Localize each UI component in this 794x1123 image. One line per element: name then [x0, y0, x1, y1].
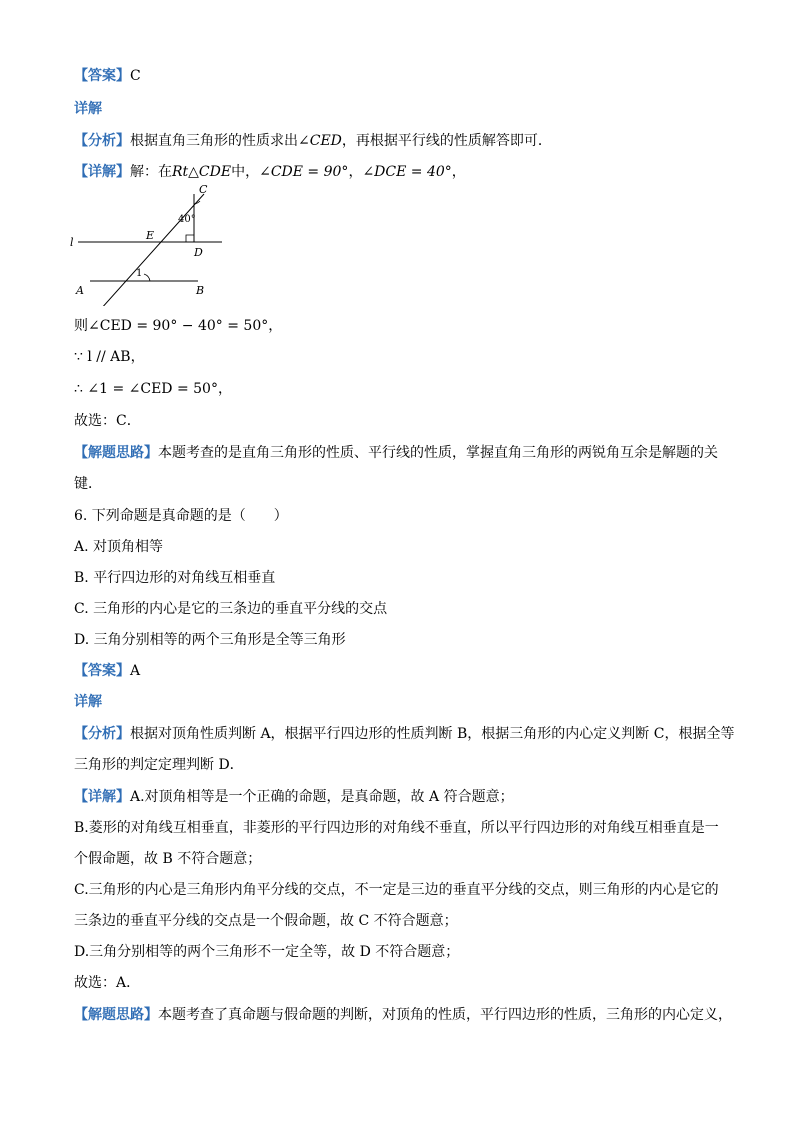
q5-answer-line — [74, 66, 724, 86]
q5-analysis-text-2: ，再根据平行线的性质解答即可． — [341, 133, 552, 149]
q6-solution-b1: B.菱形的对角线互相垂直，非菱形的平行四边形的对角线不垂直，所以平行四边形的对角线互相垂直是一 — [74, 820, 719, 836]
q6-answer-tag: 【答案】 — [74, 663, 130, 679]
q6-thought-text: 本题考查了真命题与假命题的判断，对顶角的性质，平行四边形的性质，三角形的内心定义， — [158, 1007, 732, 1023]
q6-answer-line — [74, 661, 724, 681]
q6-question: 6. 下列命题是真命题的是（ ） — [74, 508, 288, 524]
q6-solution-a: A.对顶角相等是一个正确的命题，是真命题，故 A 符合题意； — [130, 789, 514, 805]
q5-detail-header — [74, 99, 724, 119]
q6-option-c: C. 三角形的内心是它的三条边的垂直平分线的交点 — [74, 601, 388, 617]
q6-analysis-line — [74, 724, 735, 744]
q6-analysis-text-1: 根据对顶角性质判断 A，根据平行四边形的性质判断 B，根据三角形的内心定义判断 C，根据全等 — [130, 726, 735, 742]
q6-option-a: A. 对顶角相等 — [74, 539, 164, 555]
q6-solution-c2: 三条边的垂直平分线的交点是一个假命题，故 C 不符合题意； — [74, 913, 458, 929]
q5-solution-angle2: ∠DCE = 40° — [362, 164, 452, 180]
q5-analysis-text-1: 根据直角三角形的性质求出 — [130, 133, 298, 149]
q5-thought-line — [74, 443, 724, 463]
geometry-figure — [66, 182, 232, 306]
q6-option-b: B. 平行四边形的对角线互相垂直 — [74, 570, 276, 586]
q5-answer-value: C — [130, 68, 141, 84]
q6-solution-line — [74, 787, 724, 807]
label-angle-1: 1 — [136, 268, 143, 279]
q5-solution-intro: 解：在 — [130, 164, 172, 180]
label-angle-40: 40° — [178, 214, 196, 225]
label-a: A — [76, 284, 84, 297]
q5-solution-sep: ， — [348, 164, 363, 180]
q5-step1: 则∠CED = 90° − 40° = 50°， — [74, 318, 283, 334]
q5-thought-text-1: 本题考查的是直角三角形的性质、平行线的性质，掌握直角三角形的两锐角互余是解题的关 — [158, 445, 718, 461]
q5-solution-mid: 中， — [231, 164, 260, 180]
q5-analysis-math: ∠CED — [298, 133, 342, 149]
label-e: E — [146, 229, 155, 242]
q5-step2: ∵ l // AB， — [74, 349, 145, 365]
label-d: D — [194, 246, 203, 259]
q5-solution-line — [74, 162, 724, 182]
q6-thought-line — [74, 1005, 732, 1025]
q6-thought-tag: 【解题思路】 — [74, 1007, 158, 1023]
right-angle-mark — [186, 235, 194, 242]
transversal-line — [100, 194, 204, 306]
q6-solution-c1: C.三角形的内心是三角形内角平分线的交点，不一定是三边的垂直平分线的交点，则三角形的内心是它的 — [74, 882, 719, 898]
q6-solution-d: D.三角分别相等的两个三角形不一定全等，故 D 不符合题意； — [74, 944, 460, 960]
q5-thought-text-2: 键． — [74, 476, 102, 492]
q5-step3: ∴ ∠1 = ∠CED = 50°， — [74, 381, 232, 397]
q5-solution-angle1: ∠CDE = 90° — [259, 164, 349, 180]
q6-answer-value: A — [130, 663, 141, 679]
q5-solution-tag: 【详解】 — [74, 164, 130, 180]
q6-option-d: D. 三角分别相等的两个三角形是全等三角形 — [74, 632, 346, 648]
q6-solution-tag: 【详解】 — [74, 789, 130, 805]
geometry-figure-svg — [66, 182, 232, 306]
q6-analysis-text-2: 三角形的判定定理判断 D． — [74, 757, 244, 773]
q6-detail-header-text: 详解 — [74, 694, 102, 710]
q6-analysis-tag: 【分析】 — [74, 726, 130, 742]
label-c: C — [199, 183, 208, 196]
angle-1-arc — [144, 274, 150, 281]
q6-choose: 故选：A． — [74, 975, 141, 991]
q6-detail-header — [74, 692, 724, 712]
q5-thought-tag: 【解题思路】 — [74, 445, 158, 461]
q5-answer-tag: 【答案】 — [74, 68, 130, 84]
q6-solution-b2: 个假命题，故 B 不符合题意； — [74, 851, 262, 867]
q5-detail-header-text: 详解 — [74, 101, 102, 117]
label-b: B — [196, 284, 205, 297]
q5-analysis-tag: 【分析】 — [74, 133, 130, 149]
q5-solution-end: ， — [451, 164, 466, 180]
q5-solution-rt: Rt△CDE — [172, 164, 232, 180]
q5-analysis-line — [74, 131, 724, 151]
label-l: l — [70, 236, 74, 249]
q5-choose: 故选：C． — [74, 413, 141, 429]
